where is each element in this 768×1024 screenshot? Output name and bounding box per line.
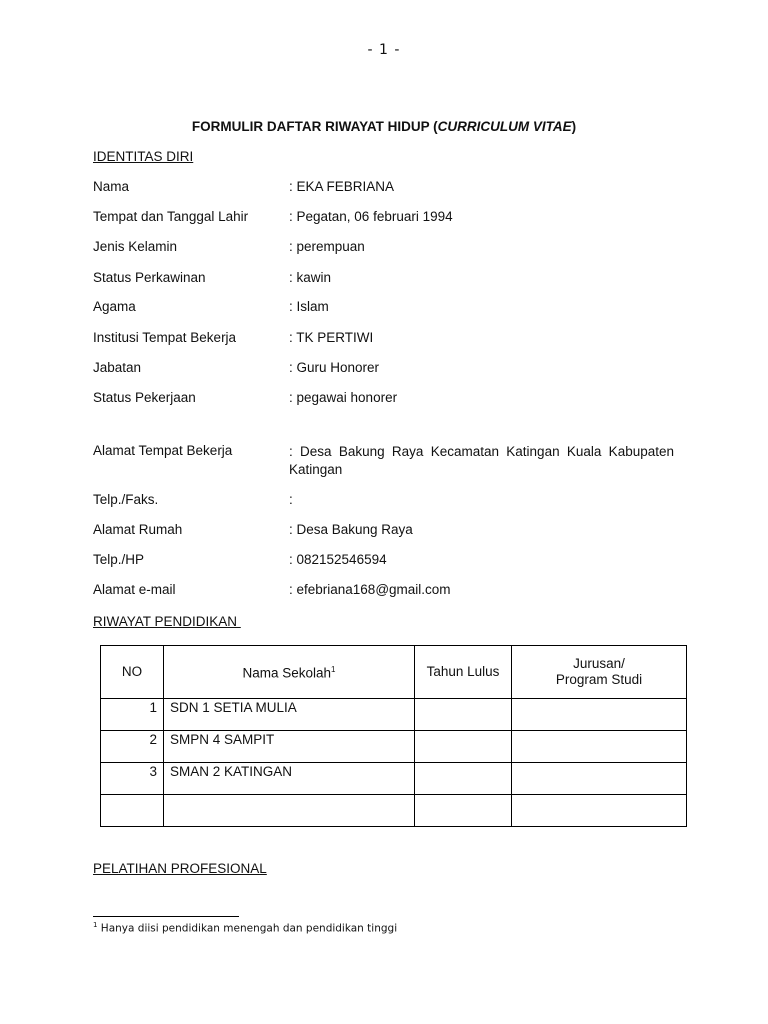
field-label: Alamat e-mail [93, 582, 176, 597]
education-table [100, 645, 687, 827]
field-value: : efebriana168@gmail.com [289, 582, 451, 597]
column-header-no: NO [101, 646, 164, 699]
field-label: Tempat dan Tanggal Lahir [93, 209, 249, 224]
column-header-school-label: Nama Sekolah [242, 665, 332, 681]
field-label: Nama [93, 179, 130, 194]
cell-no: 1 [101, 699, 164, 731]
cell-major [512, 795, 687, 827]
cell-no [101, 795, 164, 827]
cell-school: SMPN 4 SAMPIT [164, 731, 415, 763]
cell-year [415, 699, 512, 731]
field-label: Status Perkawinan [93, 270, 206, 285]
field-label: Telp./Faks. [93, 492, 159, 507]
field-value: : Pegatan, 06 februari 1994 [289, 209, 453, 224]
cell-major [512, 763, 687, 795]
table-header-row [101, 646, 687, 699]
field-value: : EKA FEBRIANA [289, 179, 395, 194]
field-value: : [289, 492, 293, 507]
field-label: Alamat Rumah [93, 522, 183, 537]
field-value: : 082152546594 [289, 552, 387, 567]
document-title [0, 119, 768, 134]
footnote-text: Hanya diisi pendidikan menengah dan pendidikan tinggi [97, 922, 398, 935]
field-value: : Desa Bakung Raya Kecamatan Katingan Kuala Kabupaten Katingan [289, 444, 674, 477]
field-value: : perempuan [289, 239, 365, 254]
field-value: : Islam [289, 299, 329, 314]
cell-year [415, 731, 512, 763]
footnote [93, 921, 397, 935]
title-main: FORMULIR DAFTAR RIWAYAT HIDUP ( [191, 119, 438, 134]
cell-major [512, 731, 687, 763]
title-italic: CURRICULUM VITAE [437, 119, 572, 134]
cell-no: 2 [101, 731, 164, 763]
column-header-major-line1: Jurusan/ [573, 656, 625, 671]
field-label: Telp./HP [93, 552, 145, 567]
field-value: : pegawai honorer [289, 390, 398, 405]
cell-school: SDN 1 SETIA MULIA [164, 699, 415, 731]
page-number: - 1 - [367, 42, 401, 58]
field-label: Jenis Kelamin [93, 239, 178, 254]
table-row [101, 795, 687, 827]
title-close: ) [571, 119, 577, 134]
education-heading: RIWAYAT PENDIDIKAN [93, 614, 241, 629]
identity-heading: IDENTITAS DIRI [93, 149, 194, 164]
field-value: : Guru Honorer [289, 360, 380, 375]
field-label: Agama [93, 299, 136, 314]
field-value: : Desa Bakung Raya [289, 522, 413, 537]
footnote-reference: 1 [331, 665, 336, 675]
field-label: Institusi Tempat Bekerja [93, 330, 237, 345]
column-header-school [164, 646, 415, 699]
training-heading: PELATIHAN PROFESIONAL [93, 861, 267, 876]
field-label: Jabatan [93, 360, 142, 375]
cell-school [164, 795, 415, 827]
cell-year [415, 795, 512, 827]
table-row [101, 699, 687, 731]
column-header-major [512, 646, 687, 699]
cell-major [512, 699, 687, 731]
field-label: Alamat Tempat Bekerja [93, 443, 233, 458]
table-row [101, 763, 687, 795]
cell-year [415, 763, 512, 795]
footnote-mark: 1 [93, 921, 98, 929]
column-header-year: Tahun Lulus [415, 646, 512, 699]
field-label: Status Pekerjaan [93, 390, 196, 405]
column-header-major-line2: Program Studi [555, 672, 643, 687]
footnote-separator [93, 916, 239, 917]
cell-school: SMAN 2 KATINGAN [164, 763, 415, 795]
field-value: : TK PERTIWI [289, 330, 374, 345]
cell-no: 3 [101, 763, 164, 795]
table-row [101, 731, 687, 763]
field-value: : kawin [289, 270, 332, 285]
